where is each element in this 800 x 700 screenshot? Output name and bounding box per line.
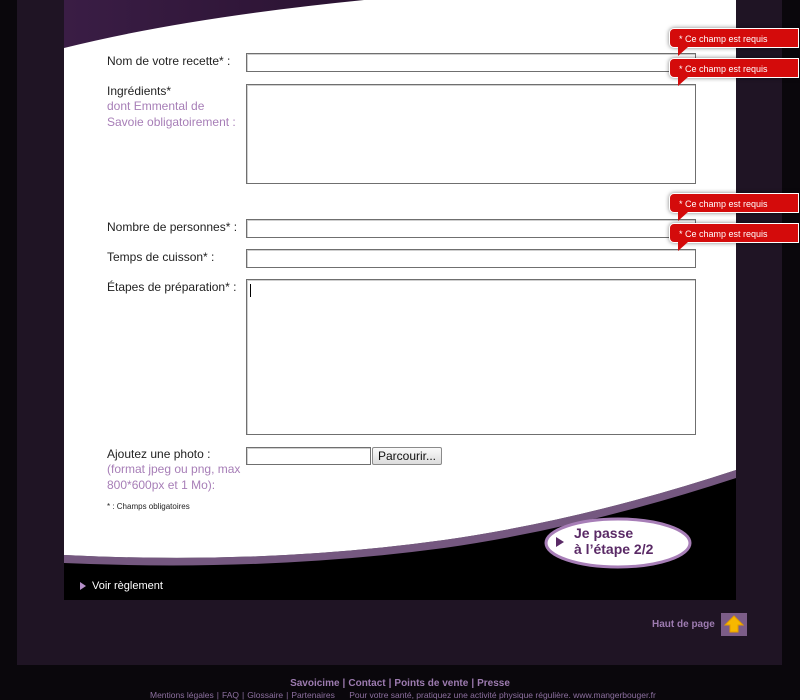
rules-link[interactable] <box>80 580 163 592</box>
footer-link-savoicime[interactable]: Savoicime <box>290 678 340 689</box>
ingredients-label: Ingrédients* <box>107 84 172 98</box>
persons-input[interactable] <box>246 219 696 238</box>
persons-label: Nombre de personnes* : <box>107 220 238 234</box>
error-tooltip-ingredients <box>669 58 799 78</box>
play-arrow-icon <box>80 582 86 590</box>
recipe-name-input[interactable] <box>246 53 696 72</box>
photo-file-input[interactable] <box>246 447 371 465</box>
footer-link-faq[interactable]: FAQ <box>222 690 240 700</box>
footer-link-contact[interactable]: Contact <box>348 678 386 689</box>
steps-label: Étapes de préparation* : <box>107 280 237 294</box>
steps-textarea[interactable] <box>246 279 696 435</box>
cook-time-label: Temps de cuisson* : <box>107 250 215 264</box>
next-step-label: Je passe à l’étape 2/2 <box>574 525 654 557</box>
footer-separator: | <box>286 690 289 700</box>
error-message: * Ce champ est requis <box>679 34 768 44</box>
ingredients-note: dont Emmental de Savoie obligatoirement : <box>107 99 236 129</box>
photo-note: (format jpeg ou png, max 800*600px et 1 Mo): <box>107 462 241 492</box>
error-message: * Ce champ est requis <box>679 64 768 74</box>
footer-link-glossaire[interactable]: Glossaire <box>247 690 284 700</box>
footer-separator: | <box>216 690 220 700</box>
footer-links <box>0 678 800 689</box>
back-to-top-button[interactable] <box>721 613 747 636</box>
footer-sub-links <box>150 690 656 700</box>
error-tooltip-recipe-name <box>669 28 799 48</box>
error-tooltip-persons <box>669 193 799 213</box>
play-arrow-icon <box>556 537 564 547</box>
footer-separator: | <box>471 678 475 689</box>
photo-label: Ajoutez une photo : <box>107 447 211 461</box>
footer-separator: | <box>242 690 245 700</box>
footer-link-presse[interactable]: Presse <box>477 678 510 689</box>
error-message: * Ce champ est requis <box>679 229 768 239</box>
rules-link-label: Voir règlement <box>92 580 163 592</box>
footer-link-partenaires[interactable]: Partenaires <box>291 690 335 700</box>
error-message: * Ce champ est requis <box>679 199 768 209</box>
up-arrow-icon <box>721 613 747 636</box>
footer-link-mentions-legales[interactable]: Mentions légales <box>150 690 214 700</box>
recipe-name-label: Nom de votre recette* : <box>107 54 231 68</box>
health-notice: Pour votre santé, pratiquez une activité physique régulière. www.mangerbouger.fr <box>349 690 656 700</box>
text-caret <box>250 284 251 297</box>
back-to-top-link[interactable]: Haut de page <box>652 619 715 630</box>
footer-separator: | <box>342 678 346 689</box>
browse-button[interactable]: Parcourir... <box>372 447 442 465</box>
next-step-button[interactable] <box>544 517 692 569</box>
footer-separator: | <box>388 678 392 689</box>
required-fields-note: * : Champs obligatoires <box>107 502 190 511</box>
ingredients-textarea[interactable] <box>246 84 696 184</box>
error-tooltip-cook-time <box>669 223 799 243</box>
cook-time-input[interactable] <box>246 249 696 268</box>
footer-link-points-de-vente[interactable]: Points de vente <box>394 678 469 689</box>
